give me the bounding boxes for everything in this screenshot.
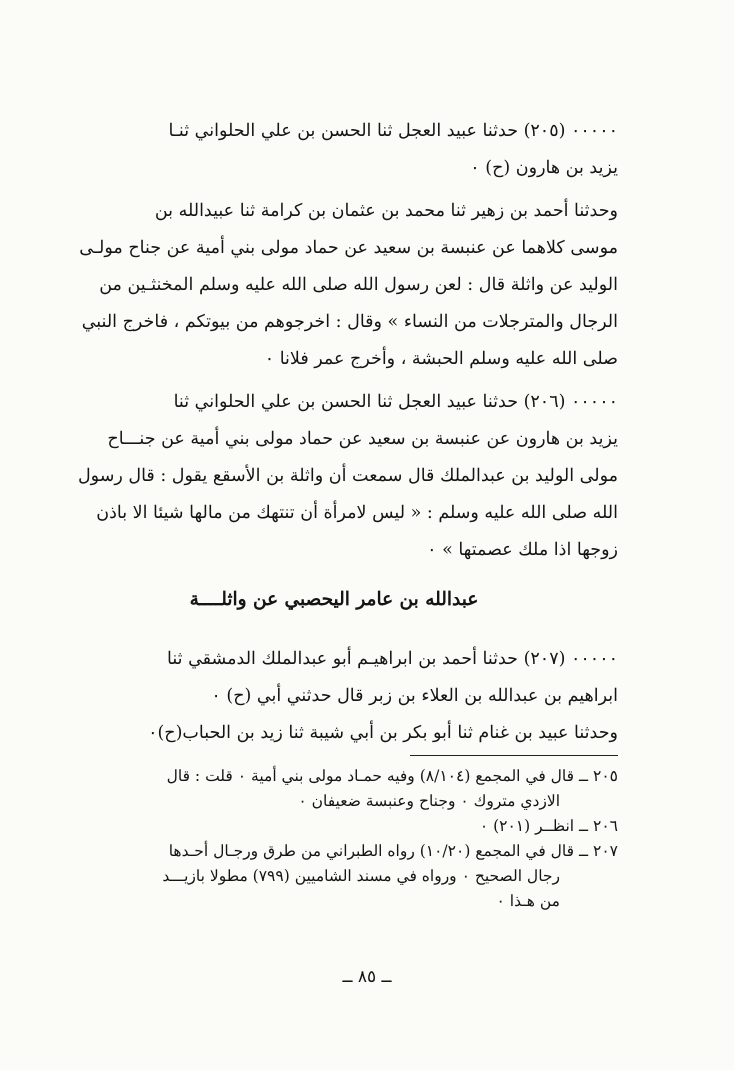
text-line: وحدثنا أحمد بن زهير ثنا محمد بن عثمان بن كرامة ثنا عبيدالله بن <box>154 201 618 221</box>
hadith-207-paragraph <box>50 641 618 752</box>
text-line: زوجها اذا ملك عصمتها » ٠ <box>427 540 618 560</box>
text-line: الله صلى الله عليه وسلم : « ليس لامرأة أن تنتهك من مالها شيئا الا باذن <box>96 503 618 523</box>
footnotes <box>50 764 618 914</box>
footnote-205 <box>50 764 618 814</box>
text-line: يزيد بن هارون عن عنبسة بن سعيد عن حماد مولى بني أمية عن جنـــاح <box>107 429 618 449</box>
footnote-line: ٢٠٦ ــ انظــر (٢٠١) ٠ <box>479 817 618 835</box>
text-line: ٠٠٠٠٠ (٢٠٦) حدثنا عبيد العجل ثنا الحسن بن علي الحلواني ثنا <box>173 392 618 412</box>
hadith-205-paragraph <box>50 113 618 187</box>
text-line: وحدثنا عبيد بن غنام ثنا أبو بكر بن أبي شيبة ثنا زيد بن الحباب(ح)٠ <box>148 723 618 743</box>
footnote-line: الازدي متروك ٠ وجناح وعنبسة ضعيفان ٠ <box>298 792 560 810</box>
footnote-line: ٢٠٧ ــ قال في المجمع (١٠/٢٠) رواه الطبراني من طرق ورجـال أحـدها <box>168 842 618 860</box>
footnote-206 <box>50 814 618 839</box>
footnote-line: رجال الصحيح ٠ ورواه في مسند الشاميين (٧٩٩) مطولا بازيـــد <box>162 867 560 885</box>
text-line: صلى الله عليه وسلم الحبشة ، وأخرج عمر فلانا ٠ <box>264 349 618 369</box>
text-line: ابراهيم بن عبدالله بن العلاء بن زبر قال حدثني أبي (ح) ٠ <box>211 686 618 706</box>
page-number: ــ ٨٥ ــ <box>342 967 392 987</box>
hadith-206-paragraph <box>50 384 618 569</box>
text-line: مولى الوليد بن عبدالملك قال سمعت أن واثلة بن الأسقع يقول : قال رسول <box>77 466 618 486</box>
text-line: ٠٠٠٠٠ (٢٠٧) حدثنا أحمد بن ابراهيـم أبو عبدالملك الدمشقي ثنا <box>167 649 618 669</box>
footnote-separator <box>410 755 618 756</box>
hadith-205-second-chain-paragraph <box>50 193 618 378</box>
footnote-line: ٢٠٥ ــ قال في المجمع (٨/١٠٤) وفيه حمـاد مولى بني أمية ٠ قلت : قال <box>166 767 618 785</box>
text-line: الرجال والمترجلات من النساء » وقال : اخرجوهم من بيوتكم ، فاخرج النبي <box>81 312 618 332</box>
text-line: موسى كلاهما عن عنبسة بن سعيد عن حماد مولى بني أمية عن جناح مولـى <box>79 238 618 258</box>
text-line: الوليد عن واثلة قال : لعن رسول الله صلى الله عليه وسلم المخنثـين من <box>99 275 618 295</box>
footnote-line: من هـذا ٠ <box>496 892 560 910</box>
text-line: ٠٠٠٠٠ (٢٠٥) حدثنا عبيد العجل ثنا الحسن بن علي الحلواني ثنـا <box>168 121 618 141</box>
text-line: يزيد بن هارون (ح) ٠ <box>470 158 618 178</box>
footnote-207 <box>50 839 618 914</box>
section-heading: عبدالله بن عامر اليحصبي عن واثلــــة <box>189 589 479 610</box>
